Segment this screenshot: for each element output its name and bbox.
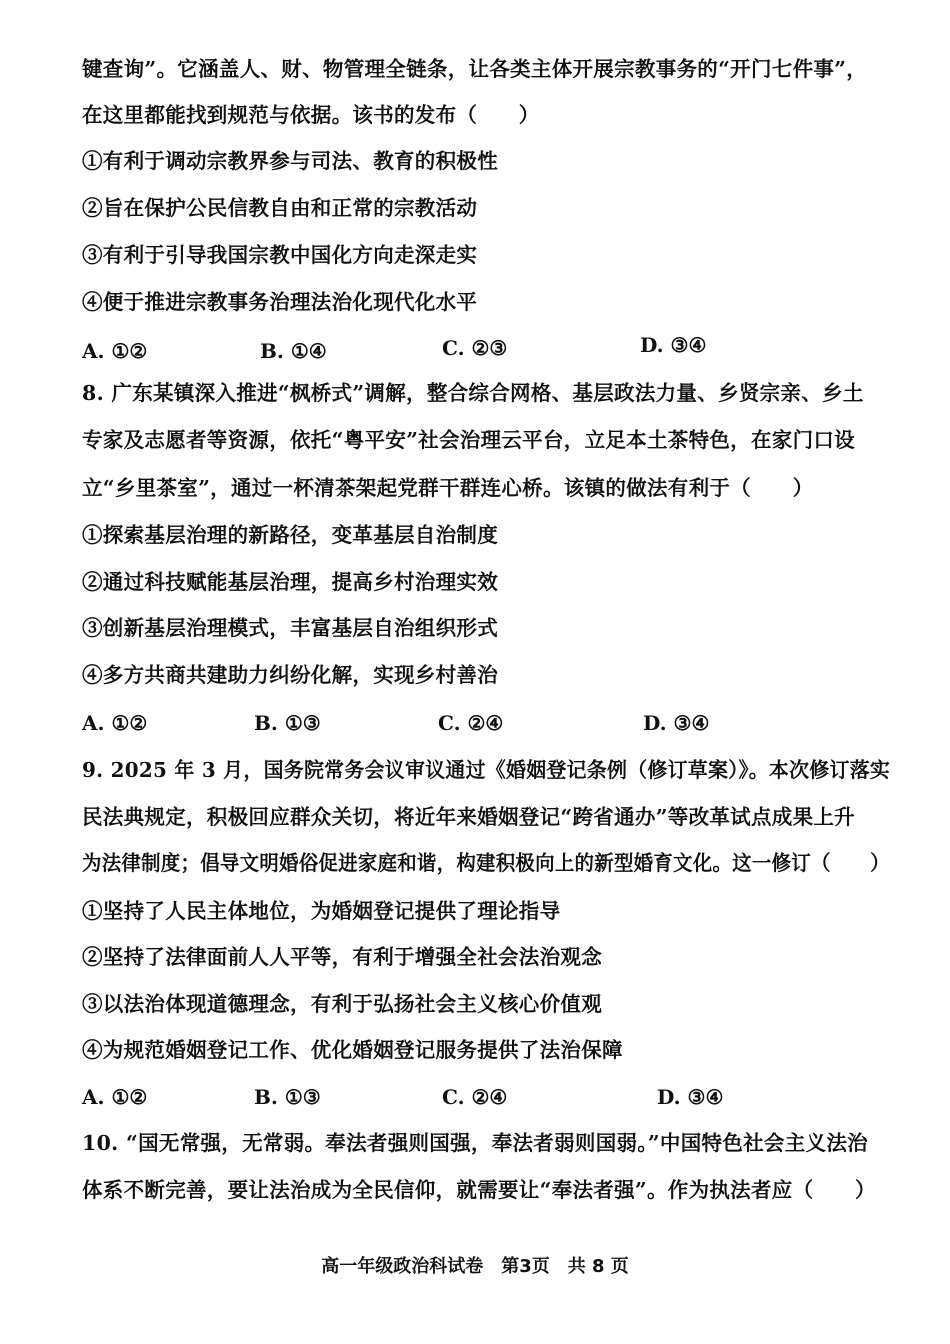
q8-option-c: C. ②④	[438, 711, 504, 735]
q7-stem-line-2: 在这里都能找到规范与依据。该书的发布（ ）	[82, 103, 540, 127]
q9-option-a: A. ①②	[82, 1085, 148, 1109]
q7-statement-4: ④便于推进宗教事务治理法治化现代化水平	[82, 290, 478, 314]
q8-statement-2: ②通过科技赋能基层治理，提高乡村治理实效	[82, 570, 498, 594]
q9-stem-line-3: 为法律制度；倡导文明婚俗促进家庭和谐，构建积极向上的新型婚育文化。这一修订（ ）	[82, 851, 890, 875]
q8-stem-line-2: 专家及志愿者等资源，依托“粤平安”社会治理云平台，立足本土茶特色，在家门口设	[82, 428, 855, 452]
q8-statement-4: ④多方共商共建助力纠纷化解，实现乡村善治	[82, 663, 498, 687]
q8-statement-1: ①探索基层治理的新路径，变革基层自治制度	[82, 523, 498, 547]
q8-option-b: B. ①③	[254, 711, 321, 735]
q9-statement-4: ④为规范婚姻登记工作、优化婚姻登记服务提供了法治保障	[82, 1038, 623, 1062]
q7-option-b: B. ①④	[260, 339, 327, 363]
page-footer: 高一年级政治科试卷 第3页 共 8 页	[321, 1256, 629, 1277]
q8-statement-3: ③创新基层治理模式，丰富基层自治组织形式	[82, 616, 498, 640]
q7-statement-3: ③有利于引导我国宗教中国化方向走深走实	[82, 243, 478, 267]
q7-statement-2: ②旨在保护公民信教自由和正常的宗教活动	[82, 196, 478, 220]
q7-option-d: D. ③④	[640, 333, 707, 357]
q9-option-c: C. ②④	[442, 1085, 508, 1109]
q10-stem-line-2: 体系不断完善，要让法治成为全民信仰，就需要让“奉法者强”。作为执法者应（ ）	[82, 1178, 876, 1202]
q7-option-c: C. ②③	[442, 336, 508, 360]
q9-option-d: D. ③④	[657, 1085, 724, 1109]
q9-option-b: B. ①③	[254, 1085, 321, 1109]
q9-stem-line-1: 9. 2025 年 3 月，国务院常务会议审议通过《婚姻登记条例（修订草案）》。本次修订落实	[82, 758, 891, 782]
q7-statement-1: ①有利于调动宗教界参与司法、教育的积极性	[82, 149, 498, 173]
q10-stem-line-1: 10. “国无常强，无常弱。奉法者强则国强，奉法者弱则国弱。”中国特色社会主义法治	[82, 1131, 868, 1155]
q9-stem-line-2: 民法典规定，积极回应群众关切，将近年来婚姻登记“跨省通办”等改革试点成果上升	[82, 805, 855, 829]
q8-stem-line-1: 8. 广东某镇深入推进“枫桥式”调解，整合综合网格、基层政法力量、乡贤宗亲、乡土	[82, 381, 864, 405]
q8-option-a: A. ①②	[82, 711, 148, 735]
q8-stem-line-3: 立“乡里茶室”，通过一杯清茶架起党群干群连心桥。该镇的做法有利于（ ）	[82, 476, 814, 500]
q7-stem-line-1: 键查询”。它涵盖人、财、物管理全链条，让各类主体开展宗教事务的“开门七件事”，	[82, 57, 868, 81]
q9-statement-2: ②坚持了法律面前人人平等，有利于增强全社会法治观念	[82, 945, 602, 969]
q9-statement-1: ①坚持了人民主体地位，为婚姻登记提供了理论指导	[82, 899, 561, 923]
q8-option-d: D. ③④	[643, 711, 710, 735]
q7-option-a: A. ①②	[82, 339, 148, 363]
q9-statement-3: ③以法治体现道德理念，有利于弘扬社会主义核心价值观	[82, 992, 602, 1016]
